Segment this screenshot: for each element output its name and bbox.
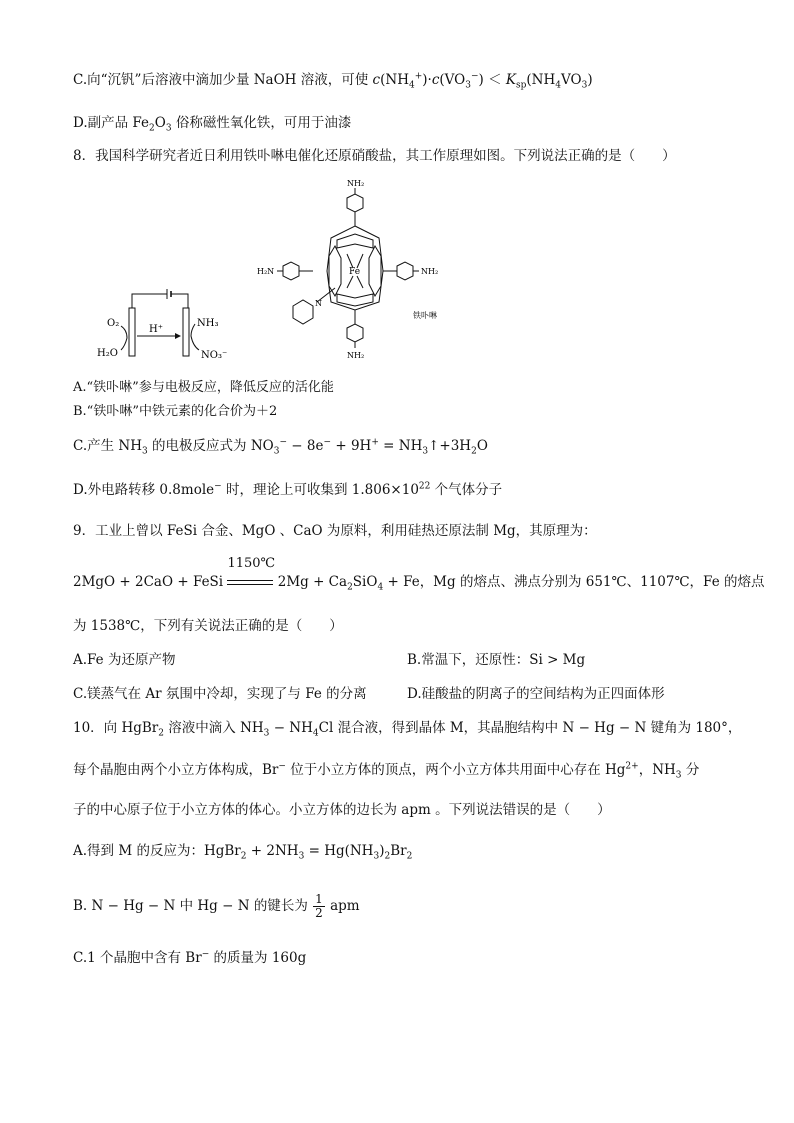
h2n-left-label: H₂N	[257, 267, 275, 276]
q9-stem: 9．工业上曾以 FeSi 合金、MgO 、CaO 为原料，利用硅热还原法制 Mg，其原理为：	[73, 523, 597, 539]
q8-option-d: D.外电路转移 0.8mole− 时，理论上可收集到 $1.806\times 10^{22}$ 个气体分子	[73, 481, 503, 498]
q10-option-a: A.得到 M 的反应为：HgBr$_2$ + $2NH_3 = Hg(NH_3)_2Br_2$	[73, 843, 413, 862]
q7-option-c: C.向“沉钒”后溶液中滴加少量 NaOH 溶液，可使 $c(NH_4^+)\cdot c(VO_3^-) < K_{sp}(NH_4VO_3)$	[73, 71, 593, 91]
fe-label: Fe	[349, 267, 361, 277]
q10-option-b: B. N − Hg − N 中 Hg − N 的键长为 $\frac{1}{2}$ apm	[73, 892, 360, 920]
q9-equation: 2MgO + 2CaO + FeSi 1150℃ $2Mg + Ca_2SiO_4 + Fe$，Mg 的熔点、沸点分别为 651℃、1107℃，Fe 的熔点	[73, 556, 765, 593]
h2o-label: H₂O	[97, 348, 118, 359]
q10-stem-line2: 每个晶胞由两个小立方体构成，Br− 位于小立方体的顶点，两个小立方体共用面中心存在 $Hg^{2+}$，$NH_3$ 分	[73, 761, 700, 781]
q10-stem-line1: 10．向 HgBr$_2$ 溶液中滴入 $NH_3 - NH_4Cl$ 混合液，得到晶体 M，其晶胞结构中 N − Hg − N 键角为 180°，	[73, 720, 742, 739]
o2-label: O₂	[107, 318, 120, 329]
no3-label: NO₃⁻	[201, 350, 228, 361]
q9-option-b: B.常温下，还原性：Si > Mg	[407, 652, 586, 668]
reaction-condition: 1150℃	[227, 572, 273, 592]
q8-option-b: B.“铁卟啉”中铁元素的化合价为＋2	[73, 404, 278, 419]
q8-option-a: A.“铁卟啉”参与电极反应，降低反应的活化能	[73, 380, 334, 395]
q8-stem: 8．我国科学研究者近日利用铁卟啉电催化还原硝酸盐，其工作原理如图。下列说法正确的是（ ）	[73, 148, 676, 164]
nh2-top-label: NH₂	[347, 179, 365, 188]
nh2-bottom-label: NH₂	[347, 351, 365, 360]
q7-option-d: D.副产品 $Fe_2O_3$ 俗称磁性氧化铁，可用于油漆	[73, 115, 352, 134]
q9-option-c: C.镁蒸气在 Ar 氛围中冷却，实现了与 Fe 的分离	[73, 686, 367, 702]
fraction-half: $\frac{1}{2}$	[315, 892, 323, 920]
q10-option-c: C.1 个晶胞中含有 Br− 的质量为 160g	[73, 949, 307, 966]
q10-stem-line3: 子的中心原子位于小立方体的体心。小立方体的边长为 apm 。下列说法错误的是（ ）	[73, 802, 611, 818]
q9-option-d: D.硅酸盐的阴离子的空间结构为正四面体形	[407, 686, 665, 702]
q8-option-c: C.产生 $NH_3$ 的电极反应式为 $NO_3^- - 8e^- + 9H^+$ = $NH_3↑+3H_2O$	[73, 437, 488, 457]
nh2-right-label: NH₂	[421, 267, 439, 276]
n-label: N	[315, 299, 322, 308]
iron-porphyrin-structure	[255, 176, 455, 372]
molecule-caption: 铁卟啉	[413, 311, 437, 320]
q9-stem-cont: 为 1538℃，下列有关说法正确的是（ ）	[73, 618, 343, 634]
electrolysis-cell-diagram	[95, 286, 235, 366]
nh3-label: NH₃	[197, 318, 219, 329]
hplus-label: H⁺	[149, 324, 163, 335]
q9-option-a: A.Fe 为还原产物	[73, 652, 176, 668]
